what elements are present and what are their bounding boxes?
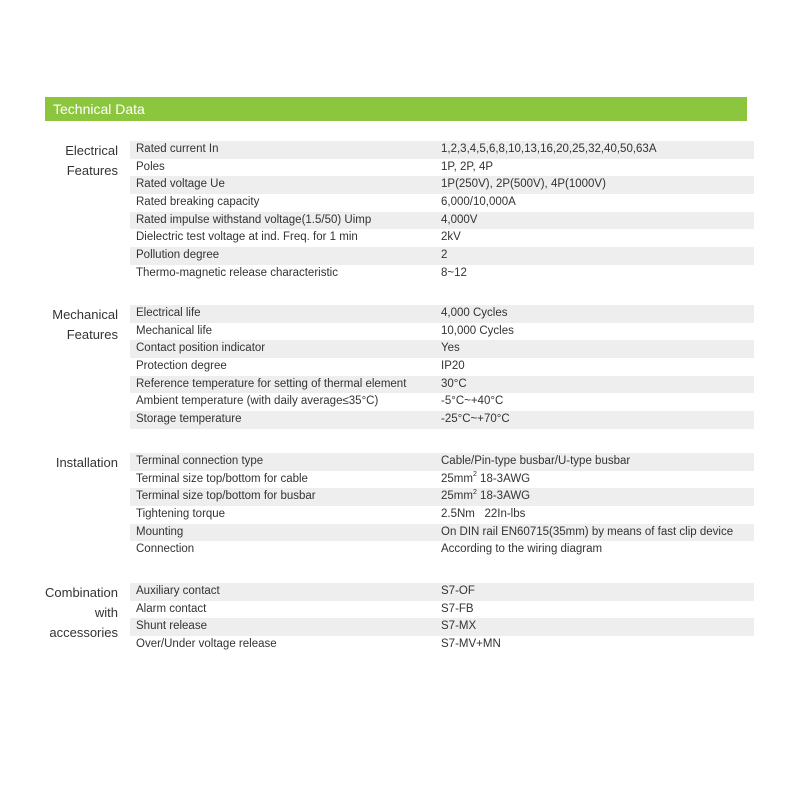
table-row: Terminal size top/bottom for busbar $25mm^2$ 18-3AWG	[130, 488, 754, 506]
spec-rows	[130, 141, 754, 283]
section-label: Electrical Features	[65, 143, 118, 178]
table-row: Ambient temperature (with daily average≤35°C) -5°C~+40°C	[130, 393, 754, 411]
table-row: Terminal size top/bottom for cable $25mm^2$ 18-3AWG	[130, 471, 754, 489]
table-row: Electrical life 4,000 Cycles	[130, 305, 754, 323]
table-row: Shunt release S7-MX	[130, 618, 754, 636]
table-row: Mounting On DIN rail EN60715(35mm) by means of fast clip device	[130, 524, 754, 542]
table-row: Alarm contact S7-FB	[130, 601, 754, 619]
section-header-bar	[45, 97, 747, 121]
table-row: Auxiliary contact S7-OF	[130, 583, 754, 601]
table-row: Connection According to the wiring diagram	[130, 541, 754, 559]
table-row: Rated breaking capacity 6,000/10,000A	[130, 194, 754, 212]
spec-rows	[130, 583, 754, 654]
section-label: Installation	[55, 455, 118, 470]
section-label: Combination with accessories	[45, 585, 118, 640]
spec-rows	[130, 453, 754, 559]
table-row: Dielectric test voltage at ind. Freq. for 1 min 2kV	[130, 229, 754, 247]
section-label: Mechanical Features	[52, 307, 118, 342]
table-row: Thermo-magnetic release characteristic 8~12	[130, 265, 754, 283]
table-row: Over/Under voltage release S7-MV+MN	[130, 636, 754, 654]
table-row: Protection degree IP20	[130, 358, 754, 376]
table-row: Mechanical life 10,000 Cycles	[130, 323, 754, 341]
table-row: Terminal connection type Cable/Pin-type busbar/U-type busbar	[130, 453, 754, 471]
table-row: Rated current In 1,2,3,4,5,6,8,10,13,16,20,25,32,40,50,63A	[130, 141, 754, 159]
spec-rows	[130, 305, 754, 429]
table-row: Tightening torque 2.5Nm 22In-lbs	[130, 506, 754, 524]
table-row: Rated impulse withstand voltage(1.5/50) Uimp 4,000V	[130, 212, 754, 230]
table-row: Rated voltage Ue 1P(250V), 2P(500V), 4P(1000V)	[130, 176, 754, 194]
table-row: Pollution degree 2	[130, 247, 754, 265]
table-row: Reference temperature for setting of thermal element 30°C	[130, 376, 754, 394]
table-row: Poles 1P, 2P, 4P	[130, 159, 754, 177]
table-row: Contact position indicator Yes	[130, 340, 754, 358]
table-row: Storage temperature -25°C~+70°C	[130, 411, 754, 429]
header-title: Technical Data	[53, 101, 145, 117]
